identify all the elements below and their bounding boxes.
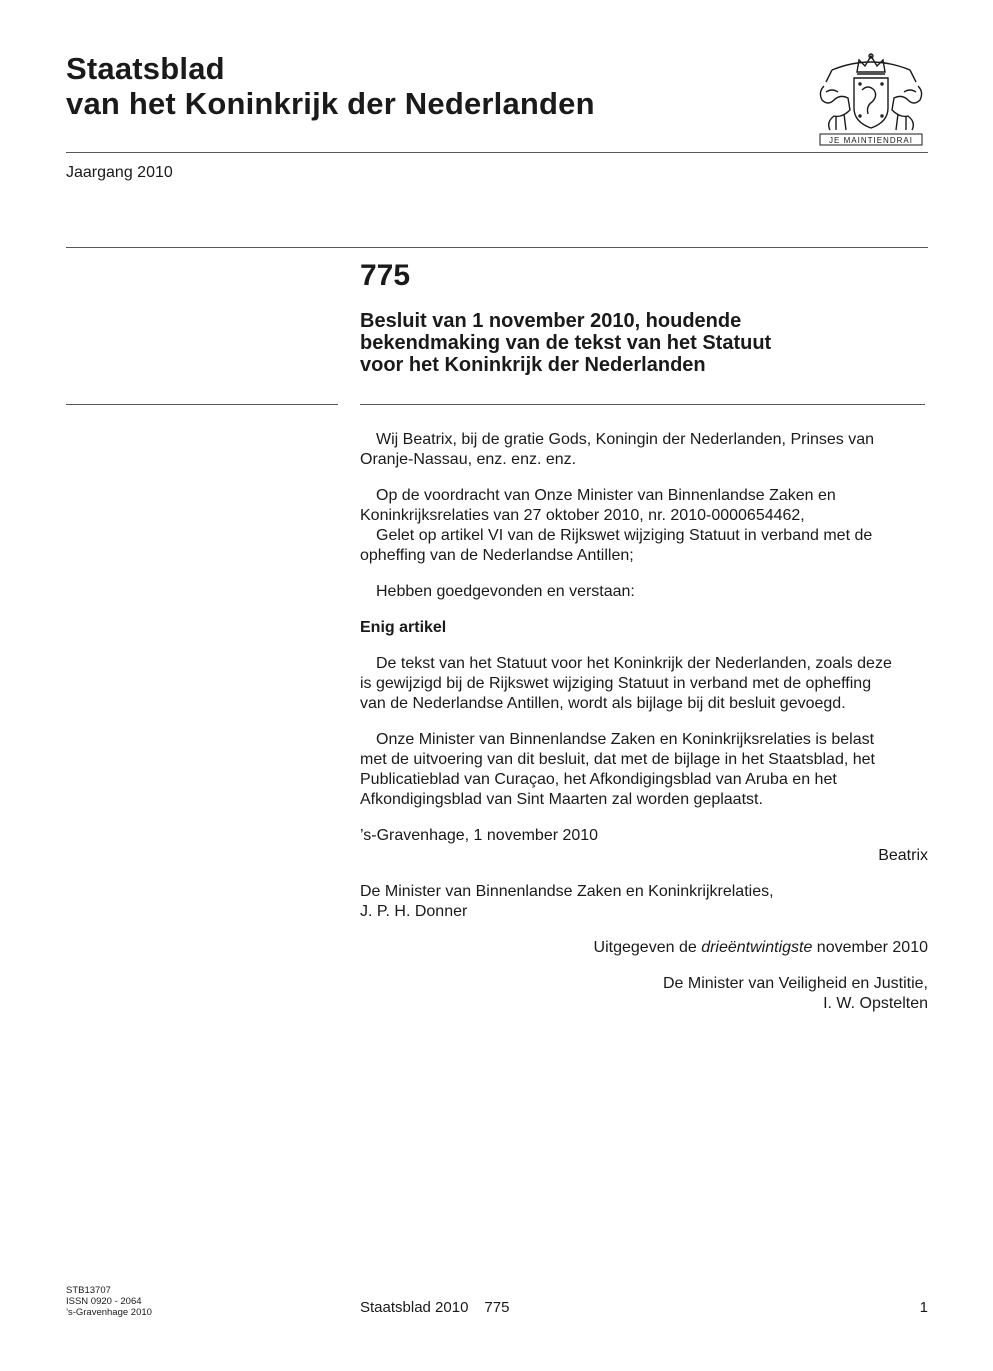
issued-line: [360, 938, 928, 958]
document-title: [360, 310, 771, 376]
text-line: van de Nederlandse Antillen, wordt als bijlage bij dit besluit gevoegd.: [360, 695, 846, 712]
justice-title: De Minister van Veiligheid en Justitie,: [662, 975, 928, 992]
issued-prefix: Uitgegeven de: [593, 939, 702, 956]
hebben-paragraph: [360, 582, 928, 602]
document-title-line: bekendmaking van de tekst van het Statuut: [360, 332, 772, 354]
left-column-rule: [66, 404, 338, 405]
document-number: 775: [360, 259, 411, 292]
text-line: Oranje-Nassau, enz. enz. enz.: [360, 451, 577, 468]
text-line: Koninkrijksrelaties van 27 oktober 2010, nr. 2010-0000654462,: [360, 507, 805, 524]
text-line: Op de voordracht van Onze Minister van Binnenlandse Zaken en: [376, 487, 836, 504]
footer-code: STB13707: [66, 1285, 111, 1296]
text-line: met de uitvoering van dit besluit, dat met de bijlage in het Staatsblad, het: [360, 751, 875, 768]
section-rule: [66, 247, 928, 248]
text-line: Wij Beatrix, bij de gratie Gods, Koningin der Nederlanden, Prinses van: [376, 431, 875, 448]
text-line: Afkondigingsblad van Sint Maarten zal worden geplaatst.: [360, 791, 763, 808]
text-line: De tekst van het Statuut voor het Koninkrijk der Nederlanden, zoals deze: [376, 655, 892, 672]
text-line: Gelet op artikel VI van de Rijkswet wijziging Statuut in verband met de: [376, 527, 873, 544]
text-line: is gewijzigd bij de Rijkswet wijziging Statuut in verband met de opheffing: [360, 675, 872, 692]
text-line: opheffing van de Nederlandse Antillen;: [360, 547, 634, 564]
year-label: Jaargang 2010: [66, 164, 173, 181]
intro-paragraph: [360, 430, 928, 470]
publication-title: [66, 51, 595, 121]
document-title-line: voor het Koninkrijk der Nederlanden: [360, 354, 706, 376]
footer-meta: [66, 1285, 152, 1318]
footer-number: 775: [484, 1299, 510, 1316]
footer-publication-name: Staatsblad 2010: [360, 1299, 469, 1316]
minister-name: J. P. H. Donner: [360, 903, 468, 920]
text-line: Onze Minister van Binnenlandse Zaken en Koninkrijksrelaties is belast: [376, 731, 875, 748]
minister-paragraph: [360, 730, 928, 810]
text-line: Publicatieblad van Curaçao, het Afkondigingsblad van Aruba en het: [360, 771, 837, 788]
footer-publication: [360, 1299, 509, 1316]
issued-day: drieëntwintigste: [701, 939, 813, 956]
footer-place-year: ’s-Gravenhage 2010: [66, 1307, 152, 1318]
decree-body: [360, 430, 928, 1014]
issued-suffix: november 2010: [812, 939, 928, 956]
title-line-2: van het Koninkrijk der Nederlanden: [66, 86, 595, 121]
header-rule: [66, 152, 928, 153]
title-line-1: Staatsblad: [66, 51, 225, 86]
article-heading: Enig artikel: [360, 619, 447, 636]
emblem-motto: JE MAINTIENDRAI: [829, 136, 913, 145]
footer-issn: ISSN 0920 - 2064: [66, 1296, 142, 1307]
voordracht-paragraph: [360, 486, 928, 566]
signature-queen: Beatrix: [878, 847, 928, 864]
text-line: Hebben goedgevonden en verstaan:: [376, 583, 635, 600]
article-paragraph: [360, 654, 928, 714]
justice-name: I. W. Opstelten: [823, 995, 928, 1012]
minister-title: De Minister van Binnenlandse Zaken en Koninkrijkrelaties,: [360, 883, 774, 900]
place-date: ’s-Gravenhage, 1 november 2010: [360, 827, 599, 844]
document-title-line: Besluit van 1 november 2010, houdende: [360, 310, 742, 332]
right-column-rule: [360, 404, 925, 405]
page-number: 1: [919, 1299, 928, 1316]
royal-coat-of-arms-icon: [812, 52, 930, 148]
